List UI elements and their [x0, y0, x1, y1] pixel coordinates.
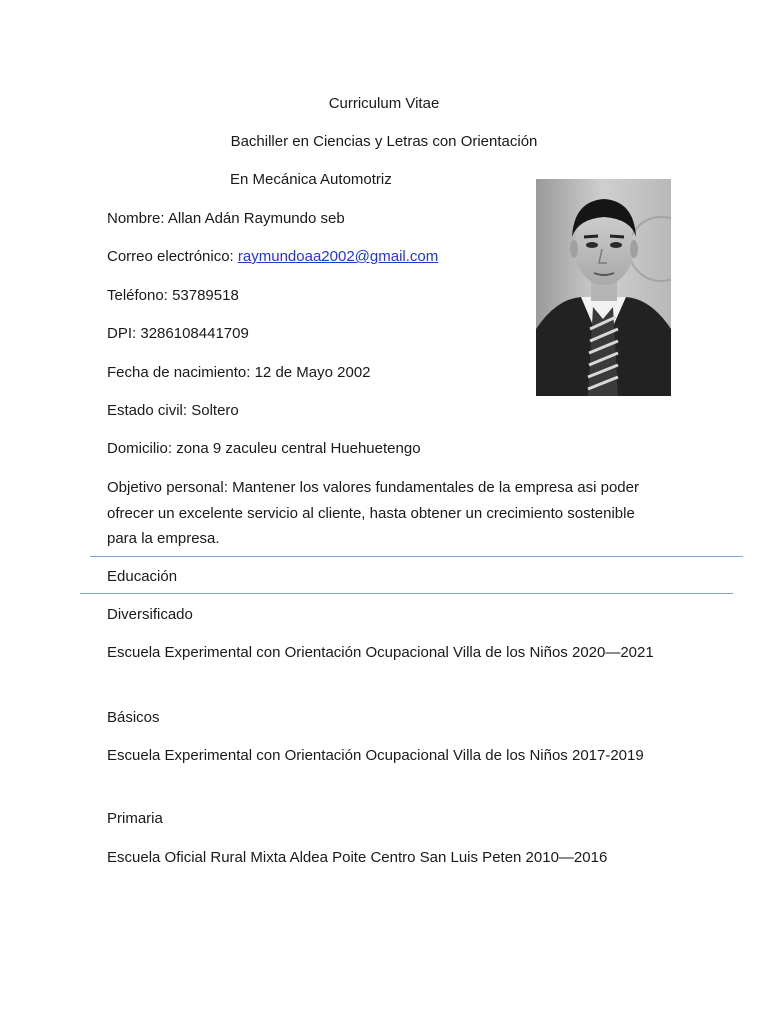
name-row	[107, 209, 345, 229]
objective-value: Mantener los valores fundamentales de la empresa asi poder ofrecer un excelente servicio al cliente, hasta obtener un crecimiento sostenible para la empresa.	[107, 479, 639, 547]
phone-label: Teléfono:	[107, 287, 168, 304]
address-value: zona 9 zaculeu central Huehuetengo	[176, 440, 421, 457]
objective-label: Objetivo personal:	[107, 479, 228, 496]
name-label: Nombre:	[107, 210, 165, 227]
email-row	[107, 247, 438, 267]
civil-status-row	[107, 401, 239, 421]
address-label: Domicilio:	[107, 440, 173, 457]
diversificado-label: Diversificado	[107, 606, 193, 623]
document-title: Curriculum Vitae	[328, 95, 440, 112]
primaria-label: Primaria	[107, 810, 163, 827]
dpi-row	[107, 324, 249, 344]
degree-title-line1: Bachiller en Ciencias y Letras con Orientación	[230, 133, 538, 150]
civil-status-value: Soltero	[191, 402, 239, 419]
name-value: Allan Adán Raymundo seb	[167, 210, 345, 227]
birth-row	[107, 363, 371, 383]
basicos-label: Básicos	[107, 709, 160, 726]
education-heading: Educación	[107, 568, 178, 585]
email-label: Correo electrónico:	[107, 248, 234, 265]
dpi-label: DPI:	[107, 325, 137, 342]
phone-row	[107, 286, 239, 306]
diversificado-school: Escuela Experimental con Orientación Ocupacional Villa de los Niños 2020—2021	[107, 644, 654, 661]
portrait-image	[536, 179, 671, 396]
dpi-value: 3286108441709	[140, 325, 249, 342]
address-row	[107, 439, 421, 459]
email-link[interactable]: raymundoaa2002@gmail.com	[237, 248, 439, 265]
basicos-school: Escuela Experimental con Orientación Ocupacional Villa de los Niños 2017-2019	[107, 747, 644, 764]
primaria-school: Escuela Oficial Rural Mixta Aldea Poite Centro San Luis Peten 2010—2016	[107, 849, 608, 866]
birth-value: 12 de Mayo 2002	[254, 364, 371, 381]
birth-label: Fecha de nacimiento:	[107, 364, 251, 381]
degree-title-line2: En Mecánica Automotriz	[230, 171, 392, 188]
section-divider-top	[90, 556, 743, 557]
objective-paragraph	[107, 475, 667, 552]
phone-value: 53789518	[172, 287, 239, 304]
profile-photo	[536, 179, 671, 396]
civil-status-label: Estado civil:	[107, 402, 188, 419]
section-divider-bottom	[80, 593, 733, 594]
